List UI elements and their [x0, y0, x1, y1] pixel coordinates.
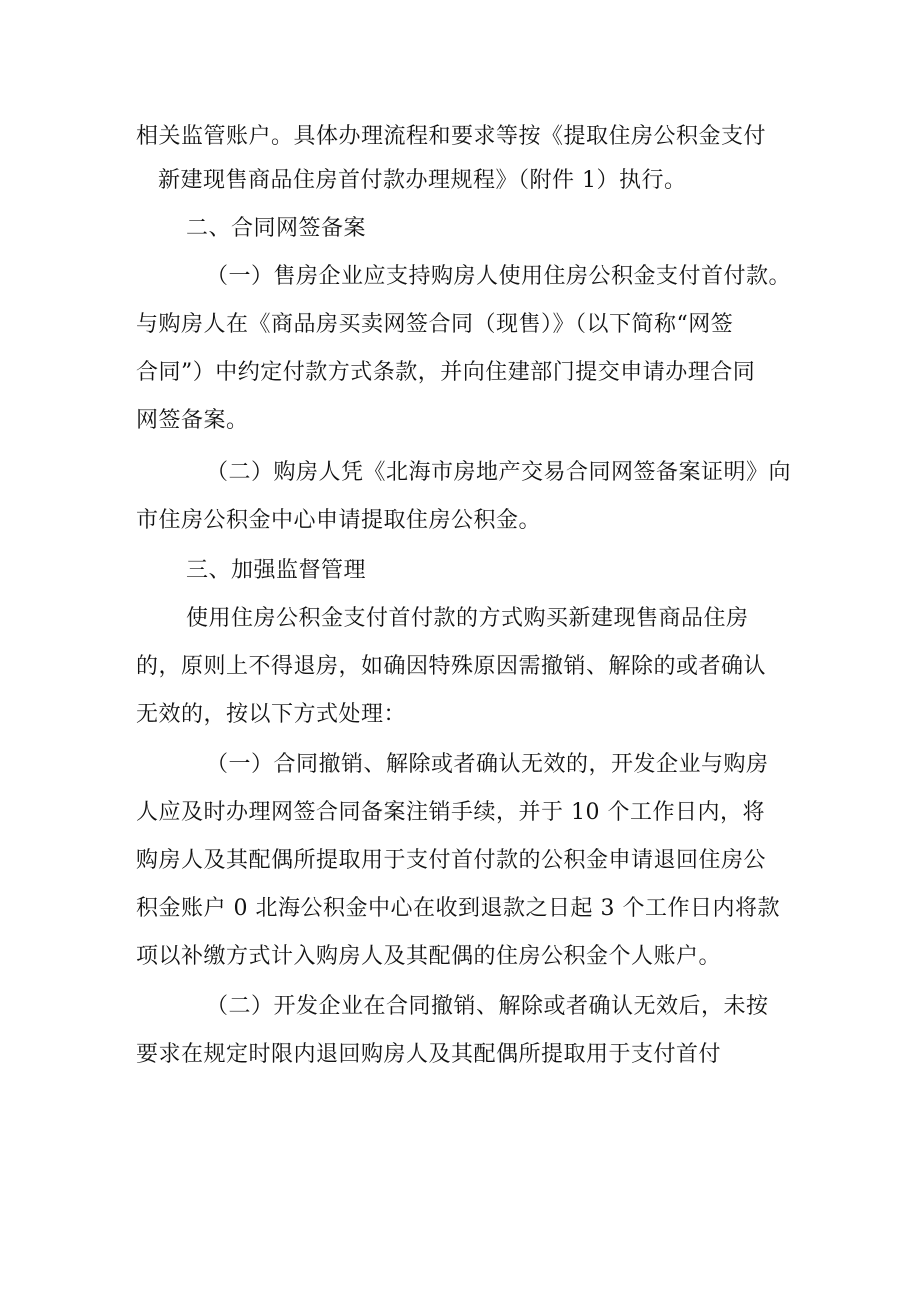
section-heading: 三、加强监督管理 — [186, 558, 367, 583]
body-line: 项以补缴方式计入购房人及其配偶的住房公积金个人账户。 — [136, 944, 722, 969]
body-line: 人应及时办理网签合同备案注销手续，并于 10 个工作日内，将 — [136, 800, 765, 825]
body-line: 购房人及其配偶所提取用于支付首付款的公积金申请退回住房公 — [136, 848, 767, 873]
body-line: 使用住房公积金支付首付款的方式购买新建现售商品住房 — [186, 606, 749, 631]
body-line: 与购房人在《商品房买卖网签合同（现售）》（以下简称“网签 — [136, 312, 734, 337]
body-line: 要求在规定时限内退回购房人及其配偶所提取用于支付首付 — [136, 1042, 722, 1067]
body-line: （一）售房企业应支持购房人使用住房公积金支付首付款。 — [206, 264, 792, 289]
body-line: 网签备案。 — [136, 408, 249, 433]
body-line: 积金账户 0 北海公积金中心在收到退款之日起 3 个工作日内将款 — [136, 896, 780, 921]
body-line: 新建现售商品住房首付款办理规程》（附件 1）执行。 — [158, 168, 687, 193]
body-line: 的，原则上不得退房，如确因特殊原因需撤销、解除的或者确认 — [136, 654, 767, 679]
section-heading: 二、合同网签备案 — [186, 216, 367, 241]
body-line: （二）购房人凭《北海市房地产交易合同网签备案证明》向 — [206, 460, 792, 485]
body-line: （一）合同撤销、解除或者确认无效的，开发企业与购房 — [206, 752, 769, 777]
body-line: 无效的，按以下方式处理： — [136, 702, 407, 727]
body-line: 市住房公积金中心申请提取住房公积金。 — [136, 508, 542, 533]
body-line: （二）开发企业在合同撤销、解除或者确认无效后，未按 — [206, 994, 769, 1019]
body-line: 相关监管账户。具体办理流程和要求等按《提取住房公积金支付 — [136, 124, 767, 149]
body-line: 合同”）中约定付款方式条款，并向住建部门提交申请办理合同 — [136, 360, 756, 385]
